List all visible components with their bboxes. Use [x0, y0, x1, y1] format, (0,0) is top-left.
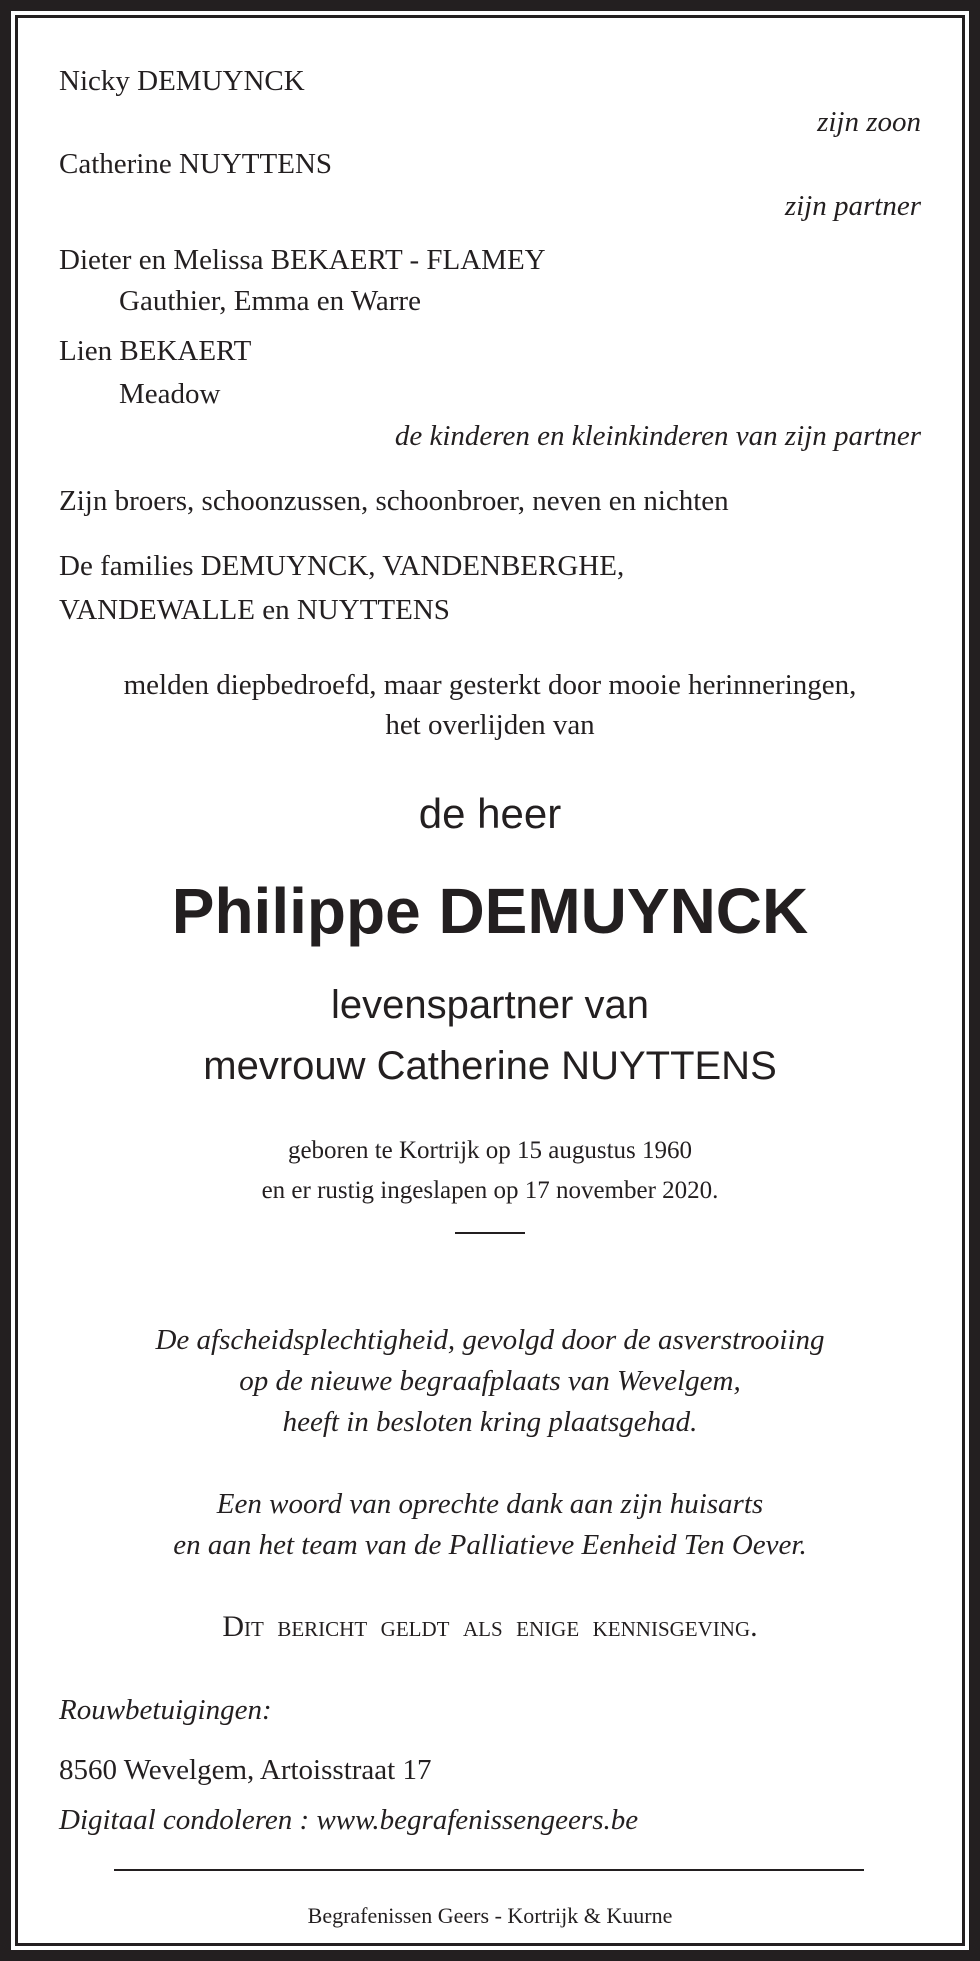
partner-name: Catherine NUYTTENS	[59, 148, 333, 180]
deceased-name: Philippe DEMUYNCK	[171, 875, 809, 947]
thanks-line-1: Een woord van oprechte dank aan zijn huisarts	[216, 1488, 764, 1520]
birth-info: geboren te Kortrijk op 15 augustus 1960	[287, 1137, 693, 1164]
condolences-address: 8560 Wevelgem, Artoisstraat 17	[59, 1754, 432, 1786]
children-role: de kinderen en kleinkinderen van zijn partner	[394, 420, 921, 452]
son-name: Nicky DEMUYNCK	[59, 65, 305, 97]
grandchildren-2: Meadow	[119, 378, 221, 410]
grandchildren-1: Gauthier, Emma en Warre	[119, 285, 421, 317]
siblings: Zijn broers, schoonzussen, schoonbroer, neven en nichten	[59, 485, 729, 517]
footer-rule	[114, 1869, 864, 1871]
ceremony-line-1: De afscheidsplechtigheid, gevolgd door de asverstrooiing	[155, 1324, 825, 1356]
ceremony-line-3: heeft in besloten kring plaatsgehad.	[282, 1406, 698, 1438]
announcement-line-1: melden diepbedroefd, maar gesterkt door mooie herinneringen,	[123, 669, 857, 701]
children-1: Dieter en Melissa BEKAERT - FLAMEY	[59, 244, 546, 276]
condolences-label: Rouwbetuigingen:	[59, 1694, 272, 1726]
announcement-line-2: het overlijden van	[385, 709, 595, 741]
ceremony-line-2: op de nieuwe begraafplaats van Wevelgem,	[239, 1365, 741, 1397]
partner-role: zijn partner	[784, 190, 921, 222]
thanks-line-2: en aan het team van de Palliatieve Eenheid Ten Oever.	[173, 1529, 807, 1561]
relation-line-1: levenspartner van	[331, 983, 649, 1027]
condolences-online: Digitaal condoleren : www.begrafenissengeers.be	[59, 1804, 639, 1836]
children-2: Lien BEKAERT	[59, 335, 252, 367]
death-info: en er rustig ingeslapen op 17 november 2020.	[261, 1177, 719, 1204]
families-line-1: De families DEMUYNCK, VANDENBERGHE,	[59, 550, 625, 582]
deceased-title: de heer	[418, 790, 562, 837]
notice: Dit bericht geldt als enige kennisgeving.	[222, 1610, 758, 1643]
relation-line-2: mevrouw Catherine NUYTTENS	[203, 1044, 777, 1088]
families-line-2: VANDEWALLE en NUYTTENS	[59, 594, 450, 626]
son-role: zijn zoon	[817, 106, 921, 138]
funeral-home: Begrafenissen Geers - Kortrijk & Kuurne	[307, 1903, 673, 1928]
separator-dash	[455, 1232, 525, 1234]
